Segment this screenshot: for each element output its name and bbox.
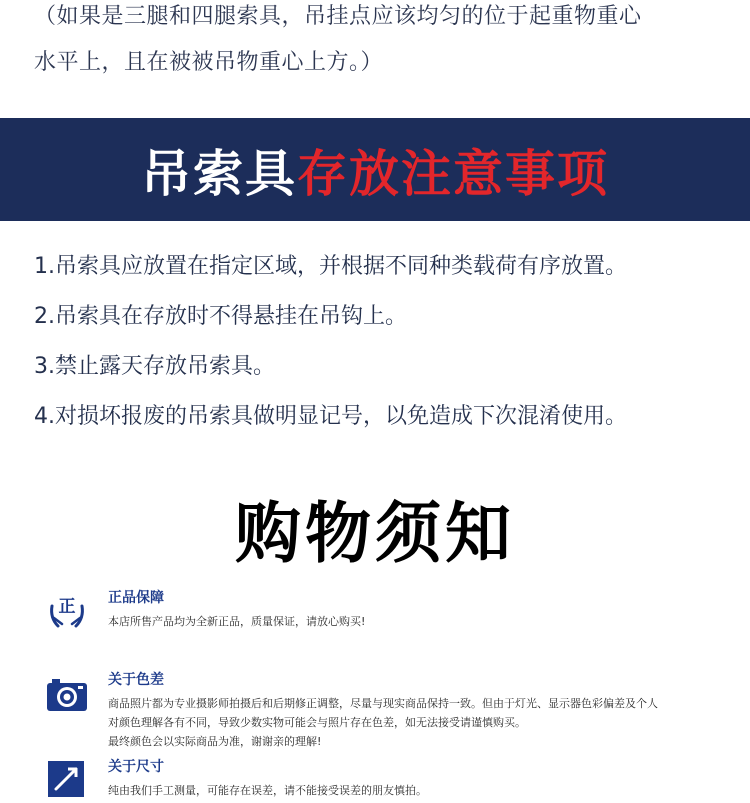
storage-rules-list bbox=[34, 252, 734, 452]
notice-text-line: 最终颜色会以实际商品为准，谢谢亲的理解! bbox=[108, 735, 322, 748]
rule-item: 2.吊索具在存放时不得悬挂在吊钩上。 bbox=[34, 304, 407, 329]
notice-text: 纯由我们手工测量，可能存在误差，请不能接受误差的朋友慎拍。 bbox=[108, 784, 427, 797]
notice-title: 正品保障 bbox=[108, 590, 164, 606]
banner-title bbox=[141, 134, 609, 206]
notice-text-line: 对颜色理解各有不同，导致少数实物可能会与照片存在色差，如无法接受请谨慎购买。 bbox=[108, 716, 526, 729]
svg-text:正: 正 bbox=[58, 597, 76, 617]
intro-line-2: 水平上，且在被被吊物重心上方。） bbox=[34, 50, 384, 75]
ruler-arrow-icon bbox=[46, 759, 88, 801]
notice-title: 关于色差 bbox=[108, 672, 164, 688]
notice-title: 关于尺寸 bbox=[108, 759, 164, 775]
banner-title-white: 吊索具 bbox=[141, 144, 297, 203]
rule-item: 3.禁止露天存放吊索具。 bbox=[34, 354, 275, 379]
camera-icon bbox=[46, 676, 88, 718]
notice-text bbox=[108, 694, 728, 751]
intro-line-1: （如果是三腿和四腿索具，吊挂点应该均匀的位于起重物重心 bbox=[34, 4, 642, 29]
rule-item: 4.对损坏报废的吊索具做明显记号，以免造成下次混淆使用。 bbox=[34, 404, 627, 429]
hands-zheng-icon bbox=[46, 588, 88, 630]
rule-item: 1.吊索具应放置在指定区域，并根据不同种类载荷有序放置。 bbox=[34, 254, 627, 279]
section-banner bbox=[0, 118, 750, 221]
notice-text: 本店所售产品均为全新正品，质量保证，请放心购买! bbox=[108, 615, 366, 628]
shopping-notice-title: 购物须知 bbox=[235, 495, 515, 572]
notice-text-line: 商品照片都为专业摄影师拍摄后和后期修正调整，尽量与现实商品保持一致。但由于灯光、显示器色彩偏差及个人 bbox=[108, 697, 658, 710]
banner-title-red: 存放注意事项 bbox=[297, 144, 609, 203]
